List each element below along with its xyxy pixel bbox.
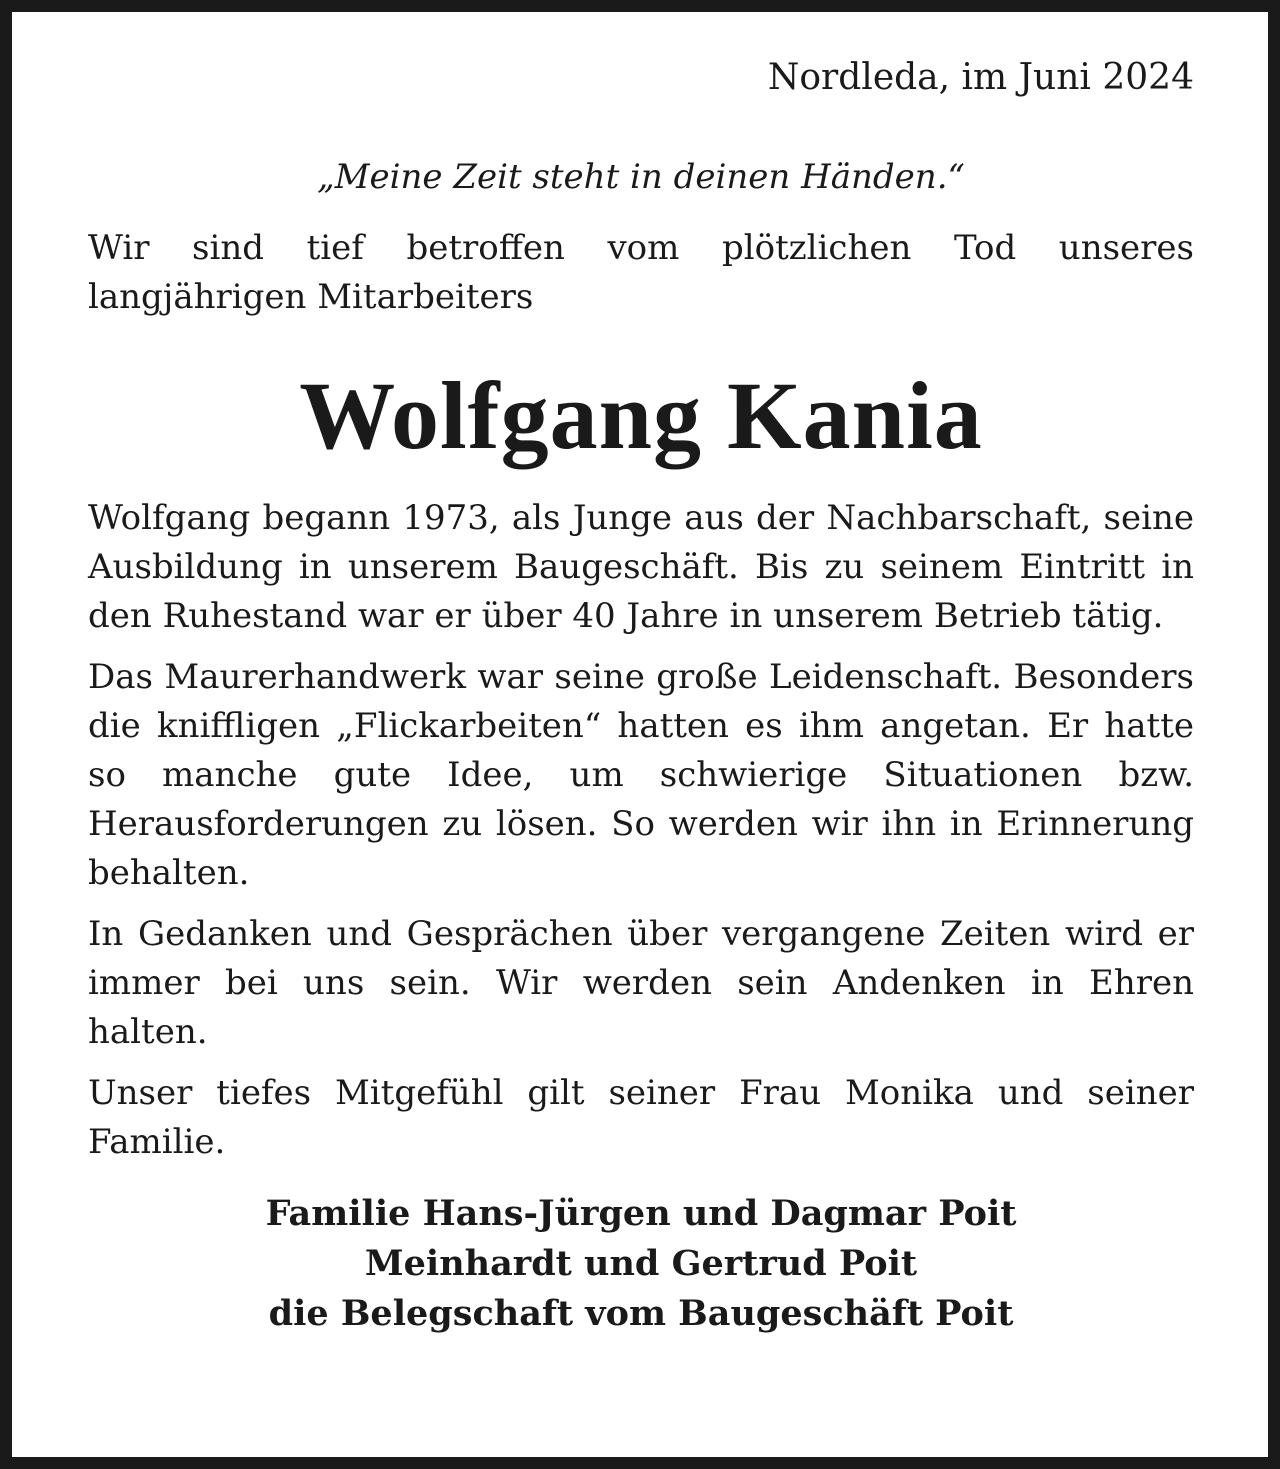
paragraph-career: Wolfgang begann 1973, als Junge aus der Nachbarschaft, seine Ausbildung in unserem Baugeschäft. Bis zu seinem Eintritt in den Ruhestand war er über 40 Jahre in unserem Betrieb tätig. bbox=[88, 498, 1194, 636]
bible-quote: „Meine Zeit steht in deinen Händen.“ bbox=[317, 157, 965, 197]
paragraph-memory: In Gedanken und Gesprächen über vergangene Zeiten wird er immer bei uns sein. Wir werden sein Andenken in Ehren halten. bbox=[88, 914, 1194, 1052]
place-date: Nordleda, im Juni 2024 bbox=[767, 57, 1194, 98]
signature-line: Meinhardt und Gertrud Poit bbox=[364, 1243, 918, 1284]
paragraph-condolence: Unser tiefes Mitgefühl gilt seiner Frau Monika und seiner Familie. bbox=[88, 1073, 1194, 1162]
signature-line: Familie Hans-Jürgen und Dagmar Poit bbox=[265, 1193, 1017, 1234]
intro-text: Wir sind tief betroffen vom plötzlichen Tod unseres langjährigen Mitarbeiters bbox=[88, 228, 1194, 317]
deceased-name: Wolfgang Kania bbox=[299, 362, 983, 469]
paragraph-passion: Das Maurerhandwerk war seine große Leidenschaft. Besonders die kniffligen „Flickarbeiten“ hatten es ihm angetan. Er hatte so manche gute Idee, um schwierige Situationen bzw. Herausforderungen zu lösen. So werden wir ihn in Erinnerung behalten. bbox=[88, 657, 1194, 893]
signature-line: die Belegschaft vom Baugeschäft Poit bbox=[268, 1293, 1014, 1334]
notice-content bbox=[88, 52, 1194, 1339]
signatures bbox=[88, 1189, 1194, 1339]
